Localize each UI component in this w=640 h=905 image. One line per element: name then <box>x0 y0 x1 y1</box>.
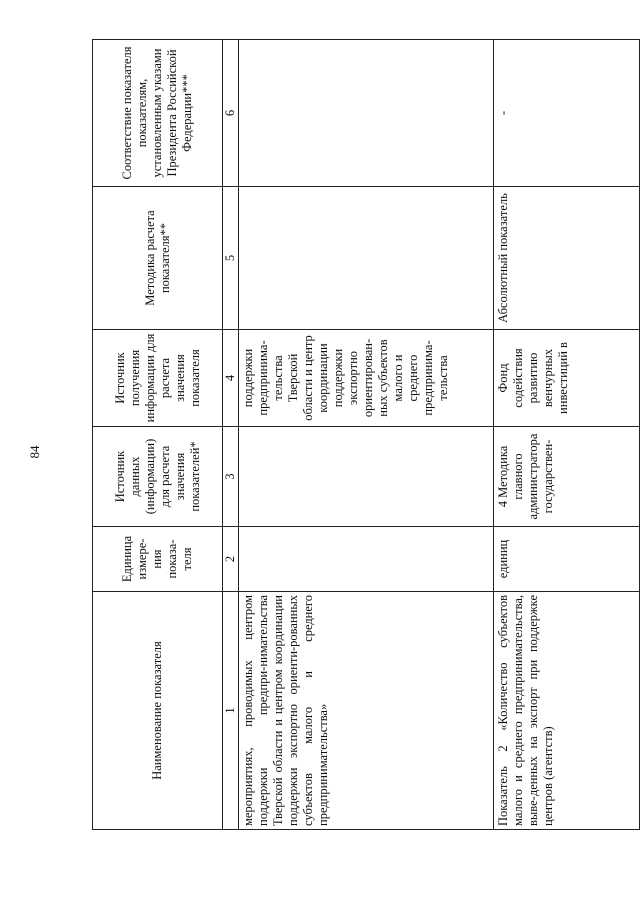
row1-data-source <box>239 427 494 527</box>
row1-info-source: поддержки предпринима-тельства Тверской области и центр координации поддержки экспортно ориентирован-ных субъектов малого и среднего предпринима-тельства <box>239 330 494 427</box>
indicator-table <box>92 39 640 830</box>
column-number-1: 1 <box>223 592 239 830</box>
column-number-row <box>223 40 239 830</box>
header-info-source: Источник получения информации для расчета значения показателя <box>93 330 223 427</box>
header-compliance: Соответствие показателя показателям, установленным указами Президента Российской Федерации*** <box>93 40 223 187</box>
row1-indicator-name: мероприятиях, проводимых центром поддержки предпри-нимательства Тверской области и центром координации поддержки экспортно ориенти-рованных субъектов малого и среднего предпринимательства» <box>239 592 494 830</box>
header-indicator-name: Наименование показателя <box>93 592 223 830</box>
page-number: 84 <box>27 445 42 459</box>
row2-unit: единиц <box>494 527 640 592</box>
table-row <box>239 40 494 830</box>
row2-method: Абсолютный показатель <box>494 187 640 330</box>
row2-data-source: 4 Методика главного администратора государствен- <box>494 427 640 527</box>
row1-method <box>239 187 494 330</box>
header-method: Методика расчета показателя** <box>93 187 223 330</box>
header-row <box>93 40 223 830</box>
column-number-6: 6 <box>223 40 239 187</box>
row1-compliance <box>239 40 494 187</box>
table-row <box>494 40 640 830</box>
row1-unit <box>239 527 494 592</box>
column-number-5: 5 <box>223 187 239 330</box>
row2-info-source: Фонд содействия развитию венчурных инвестиций в <box>494 330 640 427</box>
column-number-3: 3 <box>223 427 239 527</box>
row2-compliance: - <box>494 40 640 187</box>
header-data-source: Источник данных (информации) для расчета значения показателей* <box>93 427 223 527</box>
header-unit: Единица измере-ния показа-теля <box>93 527 223 592</box>
row2-indicator-name: Показатель 2 «Количество субъектов малого и среднего предпринимательства, выве-денных на экспорт при поддержке центров (агентств) <box>494 592 640 830</box>
column-number-2: 2 <box>223 527 239 592</box>
column-number-4: 4 <box>223 330 239 427</box>
rotated-table-area <box>92 40 637 830</box>
